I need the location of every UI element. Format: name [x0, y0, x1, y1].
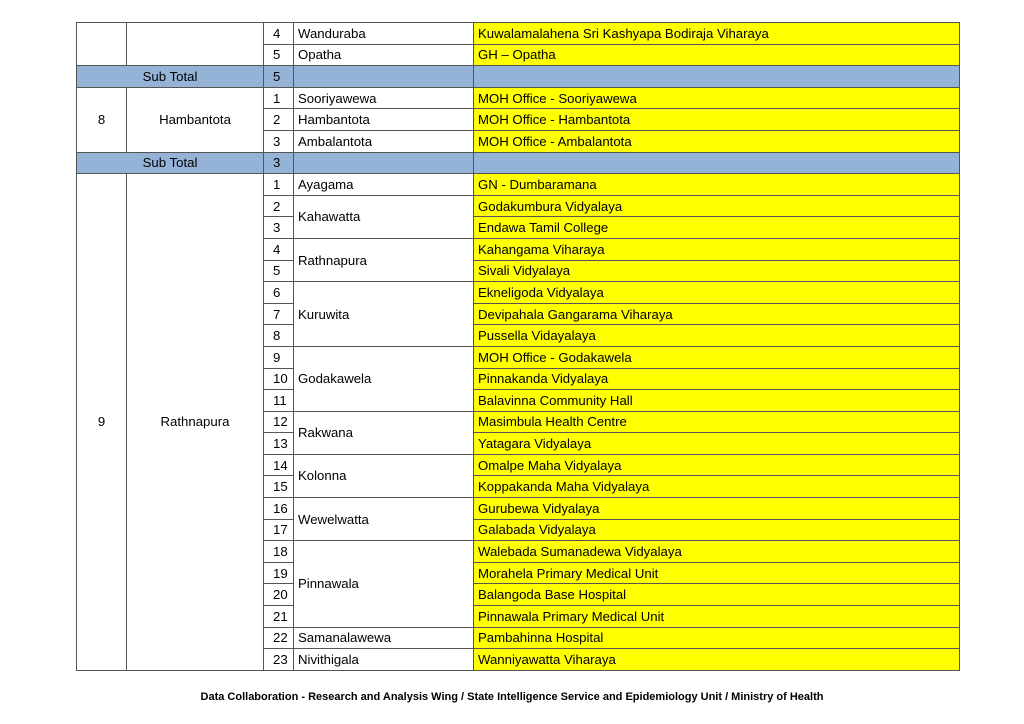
row-number-cell: 16 [264, 498, 294, 520]
row-number-cell: 4 [264, 238, 294, 260]
area-cell: Nivithigala [294, 649, 474, 671]
district-number-cell: 9 [77, 174, 127, 671]
subtotal-empty-cell [474, 66, 960, 88]
site-cell: Balavinna Community Hall [474, 390, 960, 412]
subtotal-label: Sub Total [77, 66, 264, 88]
site-cell: Endawa Tamil College [474, 217, 960, 239]
site-cell: Pinnawala Primary Medical Unit [474, 606, 960, 628]
site-cell: Galabada Vidyalaya [474, 519, 960, 541]
row-number-cell: 13 [264, 433, 294, 455]
row-number-cell: 3 [264, 130, 294, 152]
page-footer: Data Collaboration - Research and Analysis Wing / State Intelligence Service and Epidemiology Unit / Ministry of Health [200, 691, 824, 703]
site-cell: Ekneligoda Vidyalaya [474, 282, 960, 304]
subtotal-empty-cell [294, 66, 474, 88]
site-cell: Pussella Vidayalaya [474, 325, 960, 347]
subtotal-row [77, 152, 960, 174]
row-number-cell: 17 [264, 519, 294, 541]
row-number-cell: 19 [264, 562, 294, 584]
area-cell: Opatha [294, 44, 474, 66]
table-row [77, 23, 960, 45]
row-number-cell: 18 [264, 541, 294, 563]
district-name-cell: Rathnapura [127, 174, 264, 671]
subtotal-count: 3 [264, 152, 294, 174]
site-cell: Godakumbura Vidyalaya [474, 195, 960, 217]
area-cell: Kahawatta [294, 195, 474, 238]
row-number-cell: 15 [264, 476, 294, 498]
site-cell: Kahangama Viharaya [474, 238, 960, 260]
area-cell: Wanduraba [294, 23, 474, 45]
area-cell: Pinnawala [294, 541, 474, 627]
row-number-cell: 7 [264, 303, 294, 325]
site-cell: Morahela Primary Medical Unit [474, 562, 960, 584]
district-name-cell: Hambantota [127, 87, 264, 152]
site-cell: MOH Office - Sooriyawewa [474, 87, 960, 109]
site-cell: Balangoda Base Hospital [474, 584, 960, 606]
row-number-cell: 2 [264, 109, 294, 131]
row-number-cell: 8 [264, 325, 294, 347]
row-number-cell: 22 [264, 627, 294, 649]
site-cell: Walebada Sumanadewa Vidyalaya [474, 541, 960, 563]
locations-table-body [77, 23, 960, 671]
site-cell: Kuwalamalahena Sri Kashyapa Bodiraja Viharaya [474, 23, 960, 45]
row-number-cell: 2 [264, 195, 294, 217]
row-number-cell: 14 [264, 454, 294, 476]
site-cell: Wanniyawatta Viharaya [474, 649, 960, 671]
row-number-cell: 10 [264, 368, 294, 390]
site-cell: Pambahinna Hospital [474, 627, 960, 649]
area-cell: Ayagama [294, 174, 474, 196]
subtotal-label: Sub Total [77, 152, 264, 174]
subtotal-empty-cell [474, 152, 960, 174]
row-number-cell: 4 [264, 23, 294, 45]
district-number-cell: 8 [77, 87, 127, 152]
area-cell: Ambalantota [294, 130, 474, 152]
site-cell: Yatagara Vidyalaya [474, 433, 960, 455]
site-cell: Koppakanda Maha Vidyalaya [474, 476, 960, 498]
district-number-cell [77, 23, 127, 66]
subtotal-empty-cell [294, 152, 474, 174]
subtotal-row [77, 66, 960, 88]
row-number-cell: 1 [264, 87, 294, 109]
row-number-cell: 5 [264, 260, 294, 282]
row-number-cell: 11 [264, 390, 294, 412]
site-cell: MOH Office - Godakawela [474, 346, 960, 368]
table-row [77, 174, 960, 196]
row-number-cell: 3 [264, 217, 294, 239]
site-cell: Devipahala Gangarama Viharaya [474, 303, 960, 325]
row-number-cell: 6 [264, 282, 294, 304]
district-name-cell [127, 23, 264, 66]
area-cell: Kuruwita [294, 282, 474, 347]
site-cell: Pinnakanda Vidyalaya [474, 368, 960, 390]
site-cell: GH – Opatha [474, 44, 960, 66]
site-cell: Sivali Vidyalaya [474, 260, 960, 282]
area-cell: Samanalawewa [294, 627, 474, 649]
site-cell: Gurubewa Vidyalaya [474, 498, 960, 520]
area-cell: Hambantota [294, 109, 474, 131]
row-number-cell: 23 [264, 649, 294, 671]
site-cell: MOH Office - Hambantota [474, 109, 960, 131]
subtotal-count: 5 [264, 66, 294, 88]
area-cell: Kolonna [294, 454, 474, 497]
row-number-cell: 5 [264, 44, 294, 66]
site-cell: GN - Dumbaramana [474, 174, 960, 196]
site-cell: MOH Office - Ambalantota [474, 130, 960, 152]
row-number-cell: 21 [264, 606, 294, 628]
area-cell: Rakwana [294, 411, 474, 454]
area-cell: Godakawela [294, 346, 474, 411]
site-cell: Omalpe Maha Vidyalaya [474, 454, 960, 476]
table-row [77, 87, 960, 109]
area-cell: Wewelwatta [294, 498, 474, 541]
area-cell: Rathnapura [294, 238, 474, 281]
row-number-cell: 12 [264, 411, 294, 433]
site-cell: Masimbula Health Centre [474, 411, 960, 433]
row-number-cell: 1 [264, 174, 294, 196]
locations-table [76, 22, 960, 671]
row-number-cell: 9 [264, 346, 294, 368]
row-number-cell: 20 [264, 584, 294, 606]
area-cell: Sooriyawewa [294, 87, 474, 109]
